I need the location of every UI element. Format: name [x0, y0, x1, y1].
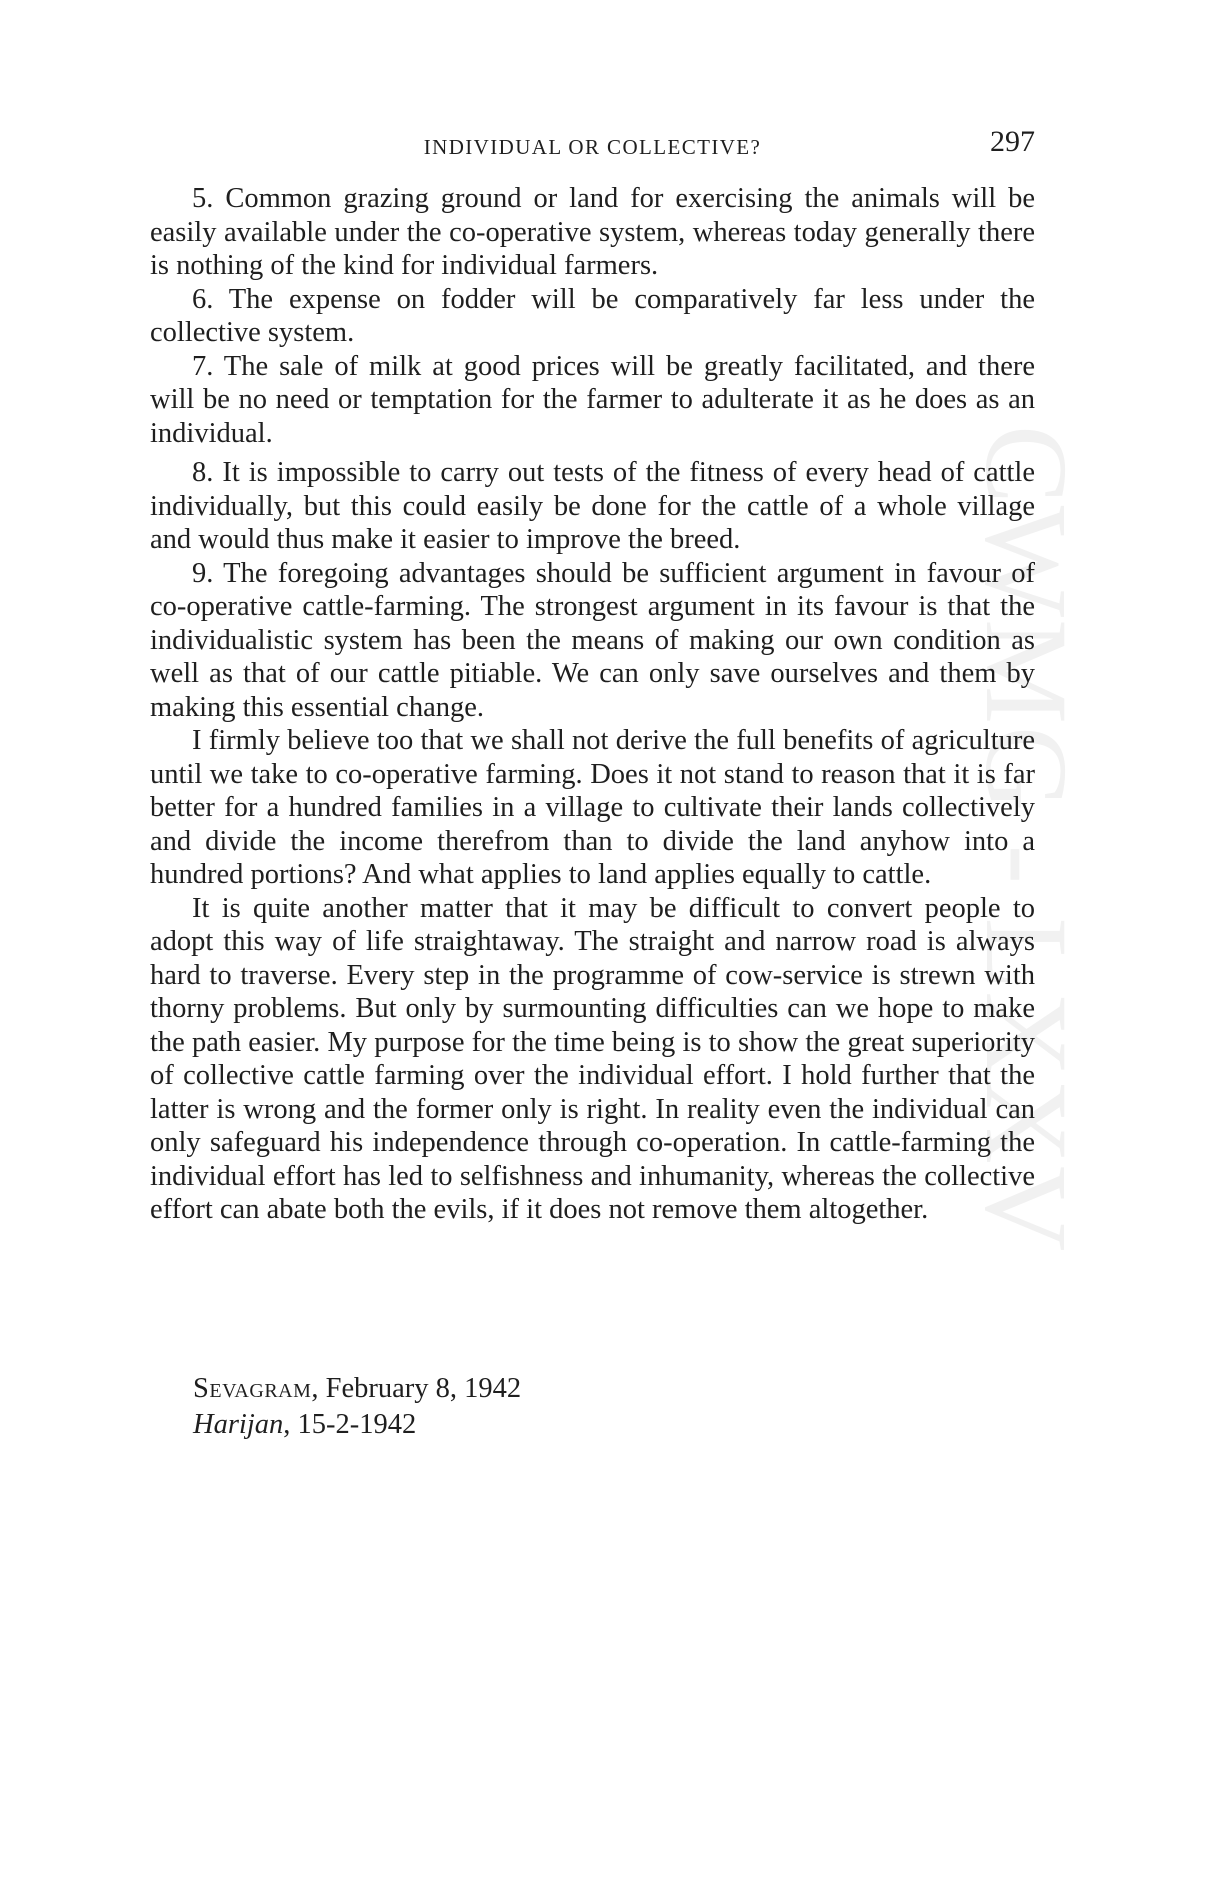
paragraph-point-6: 6. The expense on fodder will be comparatively far less under the collective system.: [150, 283, 1035, 348]
source-date: 15-2-1942: [297, 1409, 417, 1440]
watermark-text: CWMG - LXXV: [961, 425, 1092, 1254]
place-date-line: Sevagram, February 8, 1942: [193, 1373, 522, 1404]
running-title: INDIVIDUAL OR COLLECTIVE?: [423, 135, 762, 159]
paragraph-point-5: 5. Common grazing ground or land for exercising the animals will be easily available under the co-operative system, whereas today generally there is nothing of the kind for individual farmers.: [150, 183, 1035, 281]
letter-date: February 8, 1942: [325, 1373, 522, 1404]
paragraph-conclusion: It is quite another matter that it may be difficult to convert people to adopt this way of life straightaway. The straight and narrow road is always hard to traverse. Every step in the programme of cow-service is strewn with thorny problems. But only by surmounting difficulties can we hope to make the path easier. My purpose for the time being is to show the great superiority of collective cattle farming over the individual effort. I hold further that the latter is wrong and the former only is right. In reality even the individual can only safeguard his independence through co-operation. In cattle-farming the individual effort has led to selfishness and inhumanity, whereas the collective effort can abate both the evils, if it does not remove them altogether.: [150, 892, 1035, 1225]
paragraph-point-9: 9. The foregoing advantages should be sufficient argument in favour of co-operative cattle-farming. The strongest argument in its favour is that the individualistic system has been the means of making our own condition as well as that of our cattle pitiable. We can only save ourselves and them by making this essential change.: [150, 557, 1035, 723]
place-name: Sevagram: [193, 1373, 312, 1404]
source-name: Harijan: [193, 1409, 284, 1440]
running-head: [150, 125, 1035, 165]
paragraph-cooperative-farming: I firmly believe too that we shall not derive the full benefits of agriculture until we take to co-operative farming. Does it not stand to reason that it is far better for a hundred families in a village to cultivate their lands collectively and divide the income therefrom than to divide the land anyhow into a hundred portions? And what applies to land applies equally to cattle.: [150, 725, 1035, 890]
body-text: [150, 182, 1035, 1227]
sign-off: [193, 1371, 521, 1443]
page-number: 297: [990, 125, 1035, 158]
source-line: Harijan, 15-2-1942: [193, 1409, 417, 1440]
paragraph-point-7: 7. The sale of milk at good prices will be greatly facilitated, and there will be no need or temptation for the farmer to adulterate it as he does as an individual.: [150, 350, 1035, 449]
paragraph-point-8: 8. It is impossible to carry out tests of the fitness of every head of cattle individually, but this could easily be done for the cattle of a whole village and would thus make it easier to improve the breed.: [150, 457, 1035, 555]
